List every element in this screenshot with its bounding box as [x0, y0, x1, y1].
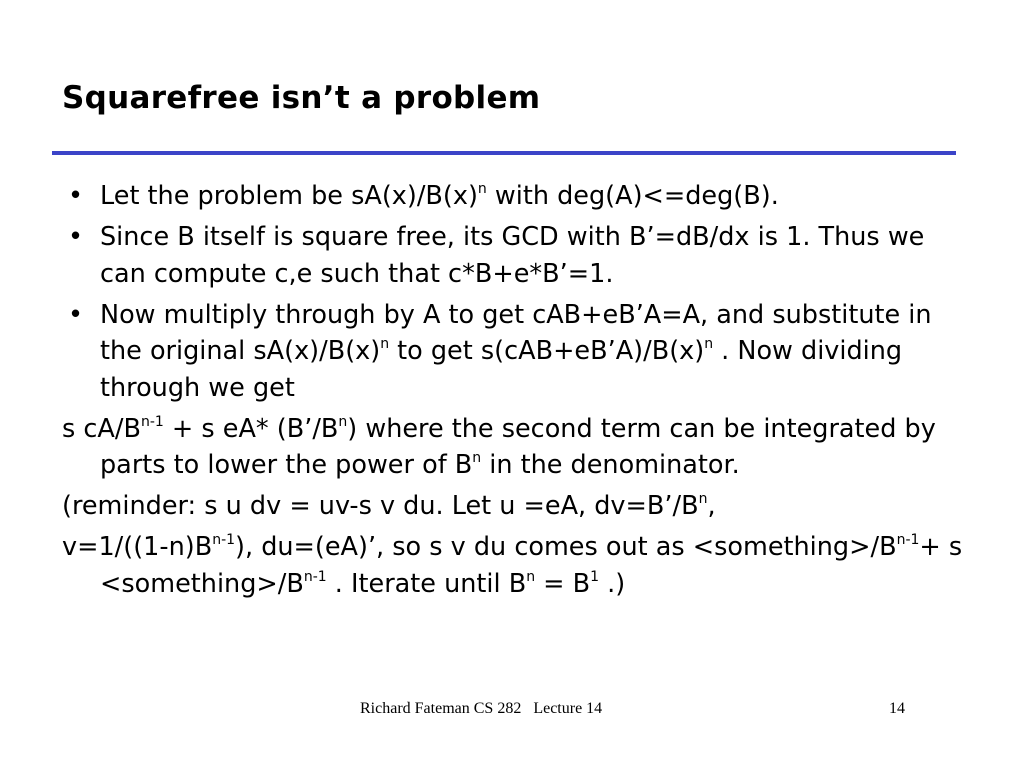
bullet-1: [62, 178, 972, 215]
paragraph-integration: [62, 411, 972, 484]
text: ) where the second term can be integrated by parts to lower the power of B: [100, 413, 936, 480]
text: to get: [389, 336, 481, 366]
text: A(x)/B(x): [266, 336, 381, 366]
footer-text: Richard Fateman CS 282 Lecture 14: [360, 700, 603, 717]
superscript: n: [698, 491, 708, 507]
paragraph-reminder: [62, 488, 972, 525]
text: ,: [707, 491, 716, 521]
bullet-3: [62, 297, 972, 407]
text: (reminder:: [62, 491, 205, 521]
bullet-2: [62, 219, 972, 292]
superscript: n-1: [140, 413, 164, 430]
text: with deg(A)<=deg(B).: [486, 181, 779, 211]
integral-symbol: s: [204, 491, 218, 521]
text: u dv = uv-: [217, 491, 359, 521]
superscript: n: [704, 336, 714, 352]
superscript: 1: [590, 568, 600, 585]
page-number: 14: [889, 700, 905, 717]
integral-symbol: s: [201, 413, 215, 444]
text: (cAB+eB’A)/B(x): [494, 336, 705, 366]
integral-symbol: s: [62, 413, 76, 444]
text: v du. Let u =eA, dv=B’/B: [371, 491, 699, 521]
text: = B: [535, 568, 591, 599]
text: Let the problem be: [100, 181, 352, 211]
text: +: [163, 413, 202, 444]
text: <something>/B: [100, 568, 304, 599]
text: in the denominator.: [481, 450, 740, 480]
integral-symbol: s: [358, 491, 372, 521]
superscript: n: [380, 336, 390, 352]
superscript: n-1: [303, 568, 327, 585]
superscript: n-1: [212, 532, 236, 548]
superscript: n: [338, 413, 348, 430]
superscript: n: [526, 568, 536, 585]
slide-body: [62, 178, 972, 607]
text: . Now dividing through we get: [100, 336, 903, 403]
title-underline: [52, 151, 956, 155]
text: ), du=(eA)’, so: [235, 532, 430, 562]
integral-symbol: s: [948, 532, 963, 562]
superscript: n: [477, 181, 487, 197]
slide-title: Squarefree isn’t a problem: [62, 80, 541, 116]
text: . Iterate until B: [326, 568, 527, 599]
text: v=1/((1-n)B: [62, 532, 213, 562]
text: +: [919, 532, 949, 562]
superscript: n: [472, 450, 482, 466]
integral-symbol: s: [429, 532, 443, 562]
integral-symbol: s: [253, 336, 267, 366]
text: .): [599, 568, 626, 599]
integral-symbol: s: [480, 336, 495, 366]
text: eA* (B’/B: [214, 413, 339, 444]
superscript: n-1: [896, 532, 920, 548]
paragraph-iterate: [62, 529, 972, 602]
text: Since B itself is square free, its GCD with B’=dB/dx is 1. Thus we can compute c,e such that c*B+e*B’=1.: [100, 222, 925, 289]
text: v du comes out as <something>/B: [442, 532, 897, 562]
text: cA/B: [75, 413, 141, 444]
integral-symbol: s: [351, 181, 365, 211]
text: Now multiply through by A to get cAB+eB’A=A, and substitute in the original: [100, 299, 932, 366]
text: A(x)/B(x): [364, 181, 478, 211]
